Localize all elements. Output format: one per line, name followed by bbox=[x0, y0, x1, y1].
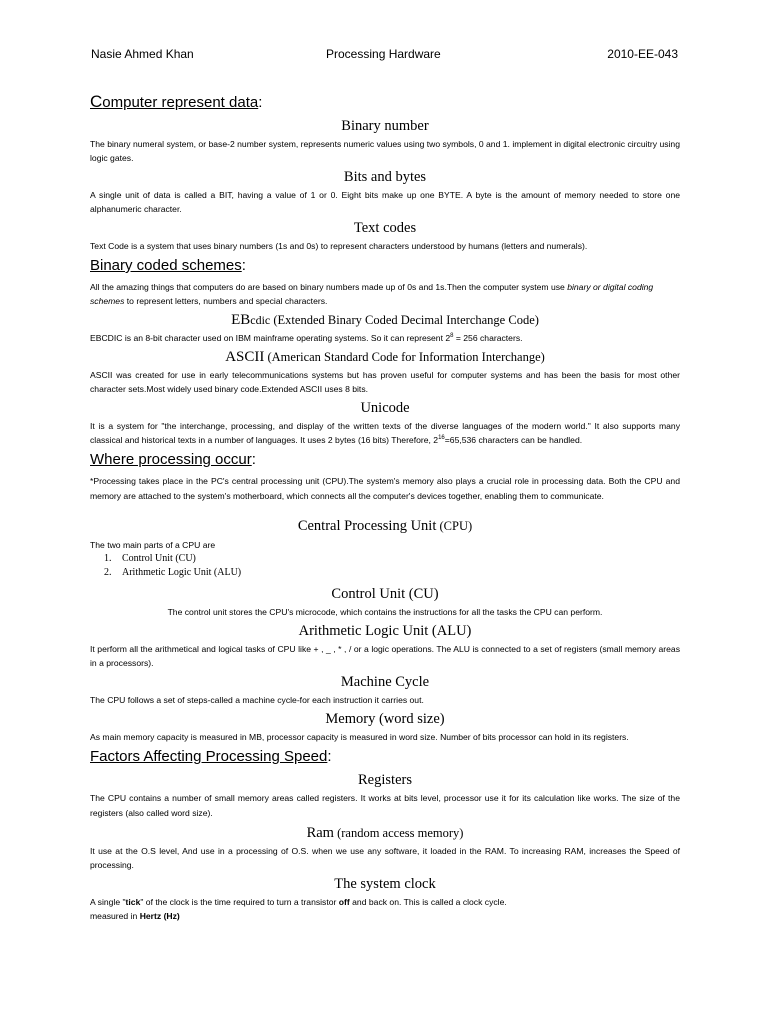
intro-part-b: to represent letters, numbers and special characters. bbox=[124, 296, 328, 306]
clock-hertz: Hertz (Hz) bbox=[139, 911, 180, 921]
paragraph-alu: It perform all the arithmetical and logical tasks of CPU like + , _ , * , / or a logic operations. The ALU is connected to a set of registers (small memory areas in a processors). bbox=[90, 644, 680, 668]
heading-text: omputer represent data bbox=[102, 94, 259, 111]
unicode-text-b: =65,536 characters can be handled. bbox=[444, 435, 583, 445]
spacer bbox=[90, 507, 680, 517]
subheading-ebcdic bbox=[90, 311, 680, 330]
intro-emphasis: binary or digital coding schemes bbox=[90, 282, 654, 306]
clock-off: off bbox=[338, 897, 350, 907]
subheading-cpu bbox=[90, 517, 680, 536]
subheading-unicode: Unicode bbox=[360, 400, 410, 416]
ram-title-rest: (random access memory) bbox=[333, 826, 464, 840]
subheading-binary-number: Binary number bbox=[341, 118, 429, 134]
heading-initial: C bbox=[90, 92, 103, 111]
unicode-text-a: It is a system for "the interchange, processing, and display of the written texts of the diverse languages of the modern world." It also supports many classical and historical texts in a number of languages. It uses 2 bytes (16 bits) Therefore, 2 bbox=[90, 421, 680, 445]
intro-part-a: All the amazing things that computers do are based on binary numbers made up of 0s and 1s.Then the computer system use bbox=[90, 282, 568, 292]
paragraph-memory: As main memory capacity is measured in MB, processor capacity is measured in word size. Number of bits processor can hold in its registers. bbox=[90, 732, 629, 742]
subheading-ascii bbox=[90, 348, 680, 367]
paragraph-machine-cycle: The CPU follows a set of steps-called a machine cycle-for each instruction it carries out. bbox=[90, 695, 424, 705]
clock-text-b: " of the clock is the time required to turn a transistor bbox=[140, 897, 339, 907]
paragraph-system-clock bbox=[90, 895, 680, 923]
cpu-title: Central Processing Unit bbox=[297, 518, 437, 534]
heading-colon: : bbox=[327, 748, 332, 765]
heading-text: Where processing occur bbox=[90, 451, 252, 468]
unicode-sup: 16 bbox=[438, 435, 445, 442]
header-title: Processing Hardware bbox=[326, 47, 441, 61]
subheading-system-clock: The system clock bbox=[334, 876, 436, 892]
header-code: 2010-EE-043 bbox=[607, 47, 678, 61]
list-item: 2. Arithmetic Logic Unit (ALU) bbox=[114, 566, 680, 580]
subheading-registers: Registers bbox=[358, 772, 412, 788]
paragraph-cpu-parts-intro: The two main parts of a CPU are bbox=[90, 540, 216, 550]
ebcdic-sup: 8 bbox=[450, 333, 454, 340]
paragraph-ascii: ASCII was created for use in early telecommunications systems but has proven useful for computer systems and has been the basis for most other character sets.Most widely used binary code.Extended ASCII uses 8 bits. bbox=[90, 370, 680, 394]
heading-text: Factors Affecting Processing Speed bbox=[90, 748, 328, 765]
ebcdic-title-small: cdic bbox=[250, 313, 271, 327]
ascii-title-big: ASCII bbox=[225, 349, 265, 365]
clock-text-a: A single " bbox=[90, 897, 126, 907]
paragraph-text-codes: Text Code is a system that uses binary numbers (1s and 0s) to represent characters understood by humans (letters and numerals). bbox=[90, 241, 588, 251]
section-heading-binary-coded-schemes bbox=[90, 256, 680, 276]
list-item: 1. Control Unit (CU) bbox=[114, 552, 680, 566]
subheading-ram bbox=[90, 824, 680, 843]
section-heading-factors-affecting-speed bbox=[90, 747, 680, 767]
subheading-text-codes: Text codes bbox=[353, 220, 417, 236]
section-heading-computer-represent-data bbox=[90, 92, 680, 113]
clock-line2-a: measured in bbox=[90, 911, 140, 921]
subheading-bits-and-bytes: Bits and bytes bbox=[343, 169, 427, 185]
paragraph-unicode bbox=[90, 419, 680, 447]
paragraph-registers: The CPU contains a number of small memory areas called registers. It works at bits level, processor use it for its calculation like works. The size of the registers (also called word size). bbox=[90, 793, 680, 818]
heading-colon: : bbox=[258, 94, 263, 111]
ram-title-big: Ram bbox=[306, 825, 334, 841]
subheading-control-unit: Control Unit (CU) bbox=[331, 586, 439, 602]
paragraph-processing-intro: *Processing takes place in the PC's central processing unit (CPU).The system's memory also plays a crucial role in processing data. Both the CPU and memory are attached to the system's motherboard, which connects all the computer's devices together, enabling them to communicate. bbox=[90, 476, 680, 501]
page-header bbox=[91, 47, 678, 67]
subheading-machine-cycle: Machine Cycle bbox=[340, 674, 430, 690]
section-heading-where-processing-occur bbox=[90, 450, 680, 470]
page-content bbox=[90, 92, 680, 926]
paragraph-control-unit: The control unit stores the CPU's microcode, which contains the instructions for all the tasks the CPU can perform. bbox=[167, 607, 603, 617]
paragraph-bits-and-bytes: A single unit of data is called a BIT, having a value of 1 or 0. Eight bits make up one BYTE. A byte is the amount of memory needed to store one alphanumeric character. bbox=[90, 190, 680, 214]
header-author: Nasie Ahmed Khan bbox=[91, 47, 194, 61]
ebcdic-text-b: = 256 characters. bbox=[453, 333, 523, 343]
paragraph-binary-number: The binary numeral system, or base-2 number system, represents numeric values using two symbols, 0 and 1. implement in digital electronic circuitry using logic gates. bbox=[90, 139, 680, 163]
ascii-title-rest: (American Standard Code for Information Interchange) bbox=[264, 350, 545, 364]
cpu-parts-list bbox=[90, 552, 680, 580]
ebcdic-text-a: EBCDIC is an 8-bit character used on IBM mainframe operating systems. So it can represent 2 bbox=[90, 333, 451, 343]
heading-colon: : bbox=[241, 257, 246, 274]
paragraph-ram: It use at the O.S level, And use in a processing of O.S. when we use any software, it loaded in the RAM. To increasing RAM, increases the Speed of processing. bbox=[90, 846, 680, 870]
heading-colon: : bbox=[251, 451, 256, 468]
heading-text: Binary coded schemes bbox=[90, 257, 242, 274]
ebcdic-title-big: EB bbox=[231, 312, 251, 328]
clock-text-c: and back on. This is called a clock cycle. bbox=[349, 897, 507, 907]
clock-tick: tick bbox=[125, 897, 141, 907]
subheading-memory: Memory (word size) bbox=[325, 711, 445, 727]
cpu-title-small: (CPU) bbox=[436, 519, 473, 533]
paragraph-ebcdic bbox=[90, 331, 680, 345]
ebcdic-title-rest: (Extended Binary Coded Decimal Interchange Code) bbox=[270, 313, 539, 327]
paragraph-binary-coded-intro bbox=[90, 280, 680, 308]
subheading-alu: Arithmetic Logic Unit (ALU) bbox=[298, 623, 472, 639]
